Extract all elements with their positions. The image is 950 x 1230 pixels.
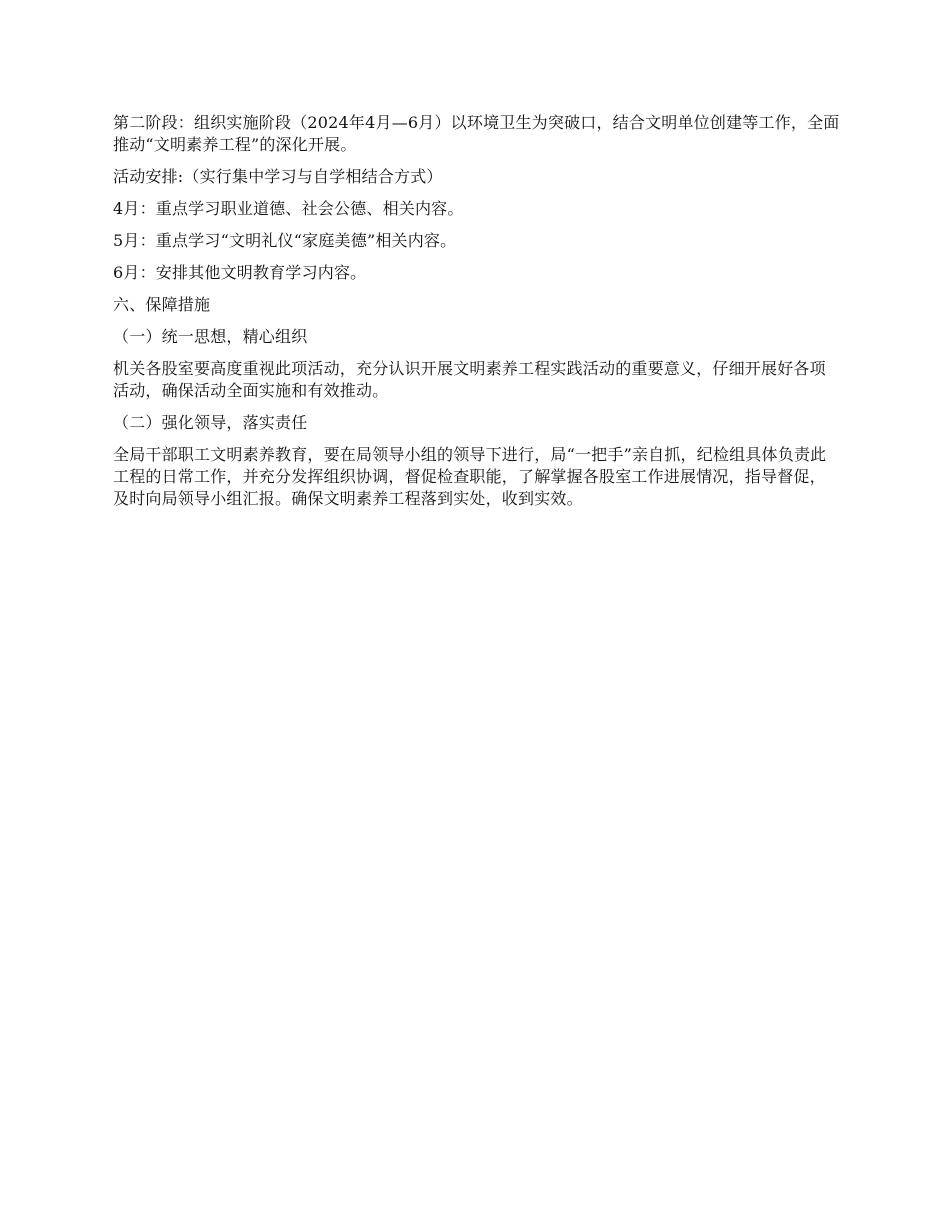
paragraph-phase-two: 第二阶段：组织实施阶段（2024年4月—6月）以环境卫生为突破口，结合文明单位创建等工作，全面推动“文明素养工程”的深化开展。	[113, 113, 840, 154]
paragraph-april: 4月：重点学习职业道德、社会公德、相关内容。	[113, 199, 464, 218]
paragraph-activity-arrangement: 活动安排:（实行集中学习与自学相结合方式）	[113, 167, 443, 186]
subheading-unify-thinking: （一）统一思想，精心组织	[113, 327, 308, 346]
section-heading-safeguards: 六、保障措施	[113, 295, 211, 314]
paragraph-june: 6月：安排其他文明教育学习内容。	[113, 263, 367, 282]
document-body	[113, 112, 841, 520]
paragraph-unify-thinking: 机关各股室要高度重视此项活动，充分认识开展文明素养工程实践活动的重要意义，仔细开展好各项活动，确保活动全面实施和有效推动。	[113, 359, 826, 400]
paragraph-strengthen-leadership: 全局干部职工文明素养教育，要在局领导小组的领导下进行，局“一把手”亲自抓，纪检组具体负责此工程的日常工作，并充分发挥组织协调，督促检查职能，了解掌握各股室工作进展情况，指导督促，及时向局领导小组汇报。确保文明素养工程落到实处，收到实效。	[113, 445, 827, 508]
paragraph-may: 5月：重点学习“文明礼仪“家庭美德”相关内容。	[113, 231, 457, 250]
subheading-strengthen-leadership: （二）强化领导，落实责任	[113, 413, 308, 432]
